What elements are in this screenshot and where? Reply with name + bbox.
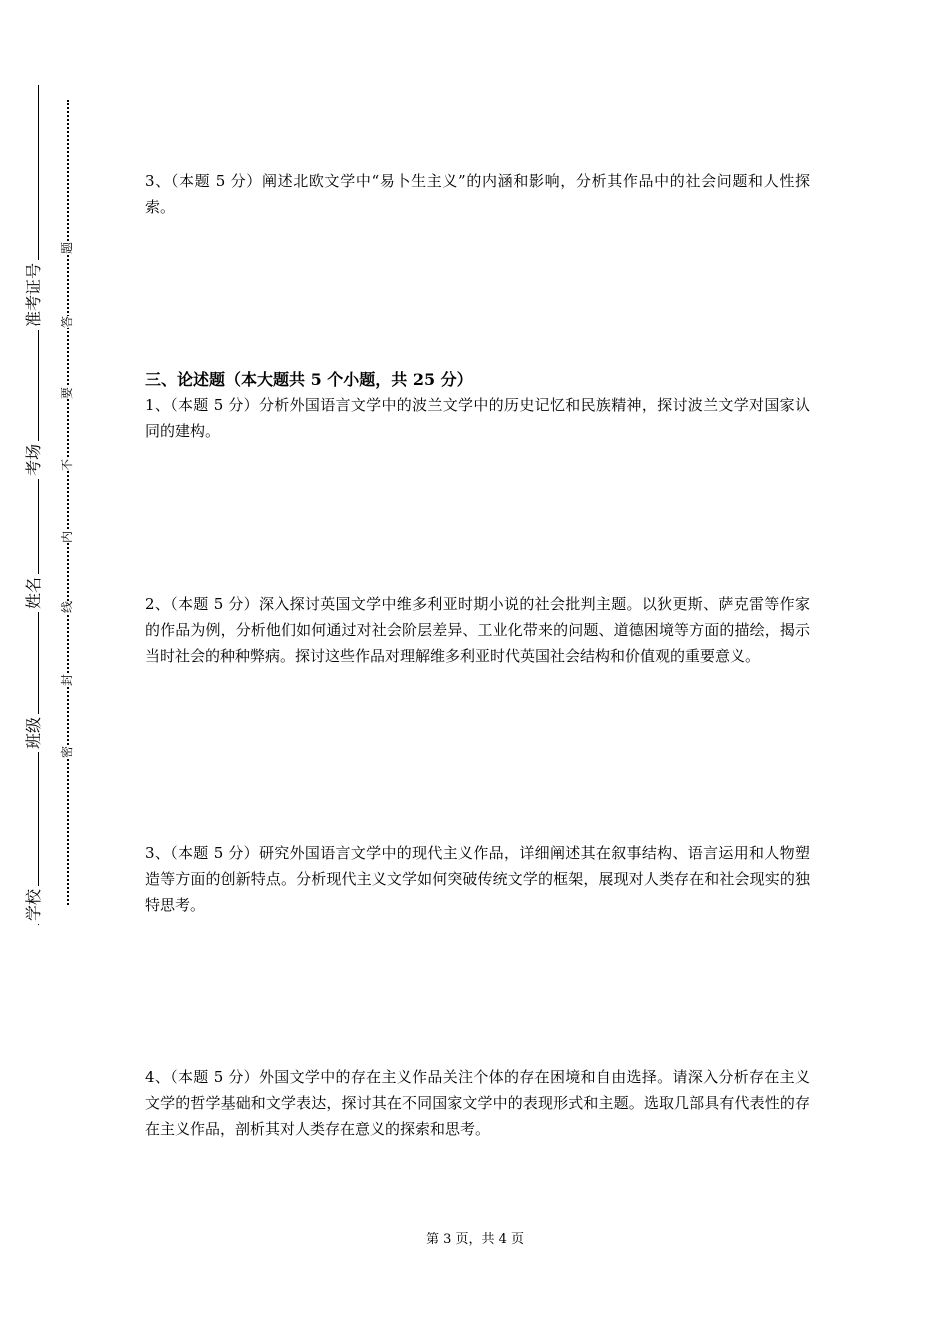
question-text: 3、（本题 5 分）研究外国语言文学中的现代主义作品，详细阐述其在叙事结构、语言运用和人物塑造等方面的创新特点。分析现代主义文学如何突破传统文学的框架，展现对人类存在和社会现实的独特思考。 [145, 844, 810, 914]
seal-char: 不 [60, 458, 74, 472]
field-label-class: 班级 [26, 714, 42, 752]
seal-char: 内 [60, 530, 74, 544]
question-text: 1、（本题 5 分）分析外国语言文学中的波兰文学中的历史记忆和民族精神，探讨波兰文学对国家认同的建构。 [145, 396, 810, 440]
field-label-exam-number: 准考证号 [26, 260, 42, 330]
question-text: 2、（本题 5 分）深入探讨英国文学中维多利亚时期小说的社会批判主题。以狄更斯、萨克雷等作家的作品为例，分析他们如何通过对社会阶层差异、工业化带来的问题、道德困境等方面的描绘，揭示当时社会的种种弊病。探讨这些作品对理解维多利亚时代英国社会结构和价值观的重要意义。 [145, 595, 810, 665]
seal-char: 封 [60, 673, 74, 687]
field-label-name: 姓名 [26, 574, 42, 612]
field-label-exam-room: 考场 [26, 441, 42, 479]
seal-char: 答 [60, 315, 74, 329]
section-heading: 三、论述题（本大题共 5 个小题，共 25 分） [145, 370, 473, 389]
question-text: 3、（本题 5 分）阐述北欧文学中“易卜生主义”的内涵和影响，分析其作品中的社会问题和人性探索。 [145, 172, 810, 216]
field-label-school: 学校 [26, 886, 42, 924]
seal-char: 密 [60, 745, 74, 759]
binding-dotted-line [67, 100, 69, 905]
binding-solid-line [38, 85, 39, 925]
seal-char: 要 [60, 386, 74, 400]
page-number: 第 3 页，共 4 页 [425, 1232, 525, 1247]
seal-char: 线 [60, 600, 74, 614]
seal-char: 题 [60, 241, 74, 255]
question-text: 4、（本题 5 分）外国文学中的存在主义作品关注个体的存在困境和自由选择。请深入分析存在主义文学的哲学基础和文学表达，探讨其在不同国家文学中的表现形式和主题。选取几部具有代表性的存在主义作品，剖析其对人类存在意义的探索和思考。 [145, 1068, 810, 1138]
